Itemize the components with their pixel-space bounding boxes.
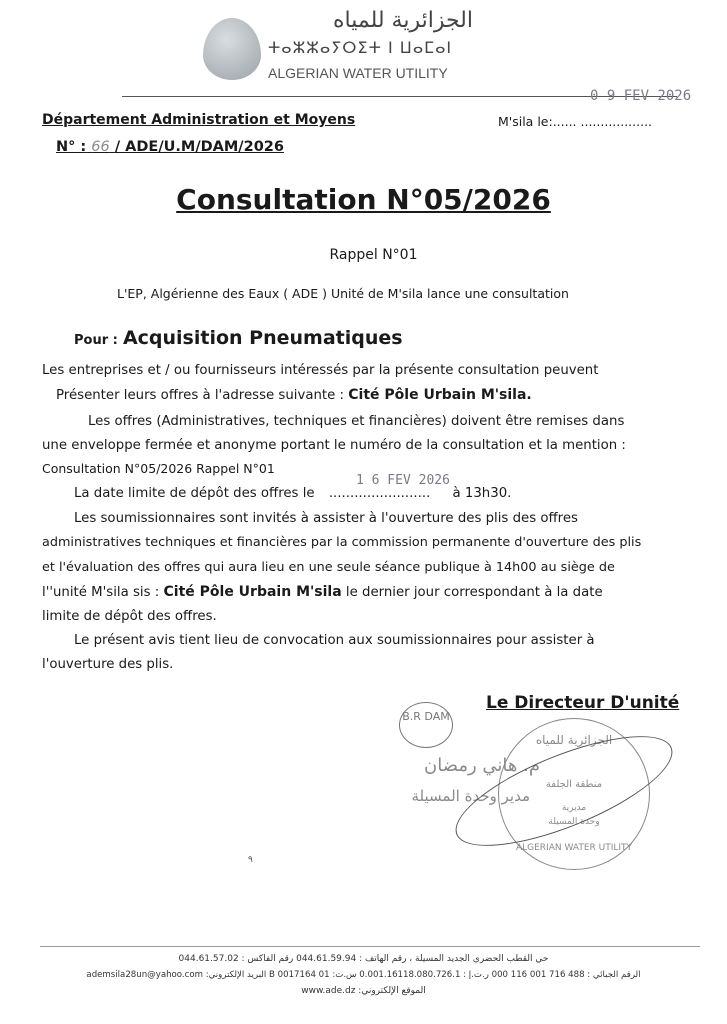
footer-website: الموقع الإلكتروني: www.ade.dz	[301, 986, 426, 996]
body-line: limite de dépôt des offres.	[42, 609, 217, 624]
time: à 13h30.	[452, 486, 512, 501]
seal-bottom-text: ALGERIAN WATER UTILITY	[515, 843, 633, 853]
body-line: une enveloppe fermée et anonyme portant le numéro de la consultation et la mention :	[42, 438, 626, 453]
text: l''unité M'sila sis :	[42, 585, 160, 600]
body-line: et l'évaluation des offres qui aura lieu en une seule séance publique à 14h00 au siège de	[42, 560, 615, 575]
date-stamp: 0 9 FEV 2026	[590, 88, 692, 104]
footer-address: حي القطب الحضري الجديد المسيلة ، رقم الهاتف : 044.61.59.94 رقم الفاكس : 044.61.57.02	[178, 954, 549, 964]
object	[74, 327, 403, 349]
subtitle: Rappel N°01	[329, 247, 418, 263]
object-label: Pour :	[74, 333, 118, 348]
object-value: Acquisition Pneumatiques	[122, 327, 403, 349]
seal-text: مديرية	[561, 803, 587, 813]
reference-handwritten: 66	[91, 139, 110, 155]
body-line: Les offres (Administratives, techniques et financières) doivent être remises dans	[88, 414, 625, 429]
signatory-name: م. هاني رمضان	[424, 755, 540, 776]
reference-prefix: N° :	[56, 139, 87, 155]
body-line: administratives techniques et financières par la commission permanente d'ouverture des plis	[42, 535, 642, 550]
reference-suffix: / ADE/U.M/DAM/2026	[114, 139, 284, 155]
body-line: Le présent avis tient lieu de convocation aux soumissionnaires pour assister à	[74, 633, 595, 648]
address: Cité Pôle Urbain M'sila.	[348, 387, 532, 403]
body-line	[42, 584, 603, 600]
dots: ........................	[328, 486, 431, 501]
reference-number	[56, 139, 284, 155]
seal-top-text: الجزائرية للمياه	[535, 733, 613, 747]
page-mark: ٩	[248, 855, 253, 865]
place-date: M'sila le:...... ..................	[498, 114, 653, 129]
org-name-english: ALGERIAN WATER UTILITY	[268, 65, 448, 81]
initials-stamp	[399, 702, 453, 748]
deadline-stamp: 1 6 FEV 2026	[356, 473, 450, 488]
footer-divider	[40, 946, 700, 947]
seal-text: وحدة المسيلة	[548, 817, 600, 827]
intro: L'EP, Algérienne des Eaux ( ADE ) Unité de M'sila lance une consultation	[117, 286, 569, 301]
body-line: l'ouverture des plis.	[42, 657, 174, 672]
text: le dernier jour correspondant à la date	[345, 585, 603, 600]
text: Présenter leurs offres à l'adresse suivante :	[56, 388, 345, 403]
footer-ids: الرقم الجبائي : 488 716 001 116 000 ر.ت.إ : 0.001.16118.080.726.1 س.ت: 01 B 0017164 البريد الإلكتروني: ademsila28un@yahoo.com	[86, 970, 641, 980]
text: La date limite de dépôt des offres le	[74, 486, 315, 501]
body-line: Les soumissionnaires sont invités à assister à l'ouverture des plis des offres	[74, 511, 578, 526]
body-line	[56, 387, 532, 403]
seal-text: منطقة الجلفة	[545, 779, 603, 790]
body-line: Consultation N°05/2026 Rappel N°01	[42, 461, 275, 476]
body-line: Les entreprises et / ou fournisseurs intéressés par la présente consultation peuvent	[42, 363, 599, 378]
department: Département Administration et Moyens	[42, 112, 356, 128]
water-drop-logo-icon	[203, 18, 261, 80]
address: Cité Pôle Urbain M'sila	[163, 584, 342, 600]
org-name-tifinagh: ⵜⴰⵣⵣⴰⵢⵔⵉⵜ ⵏ ⵡⴰⵎⴰⵏ	[268, 38, 453, 57]
page-title: Consultation N°05/2026	[176, 183, 551, 216]
body-line-deadline	[74, 486, 511, 501]
initials-text: B.R DAM	[402, 710, 450, 723]
signature-title: Le Directeur D'unité	[486, 693, 680, 713]
signatory-role: مدير وحدة المسيلة	[411, 787, 530, 805]
org-name-arabic: الجزائرية للمياه	[332, 8, 473, 33]
